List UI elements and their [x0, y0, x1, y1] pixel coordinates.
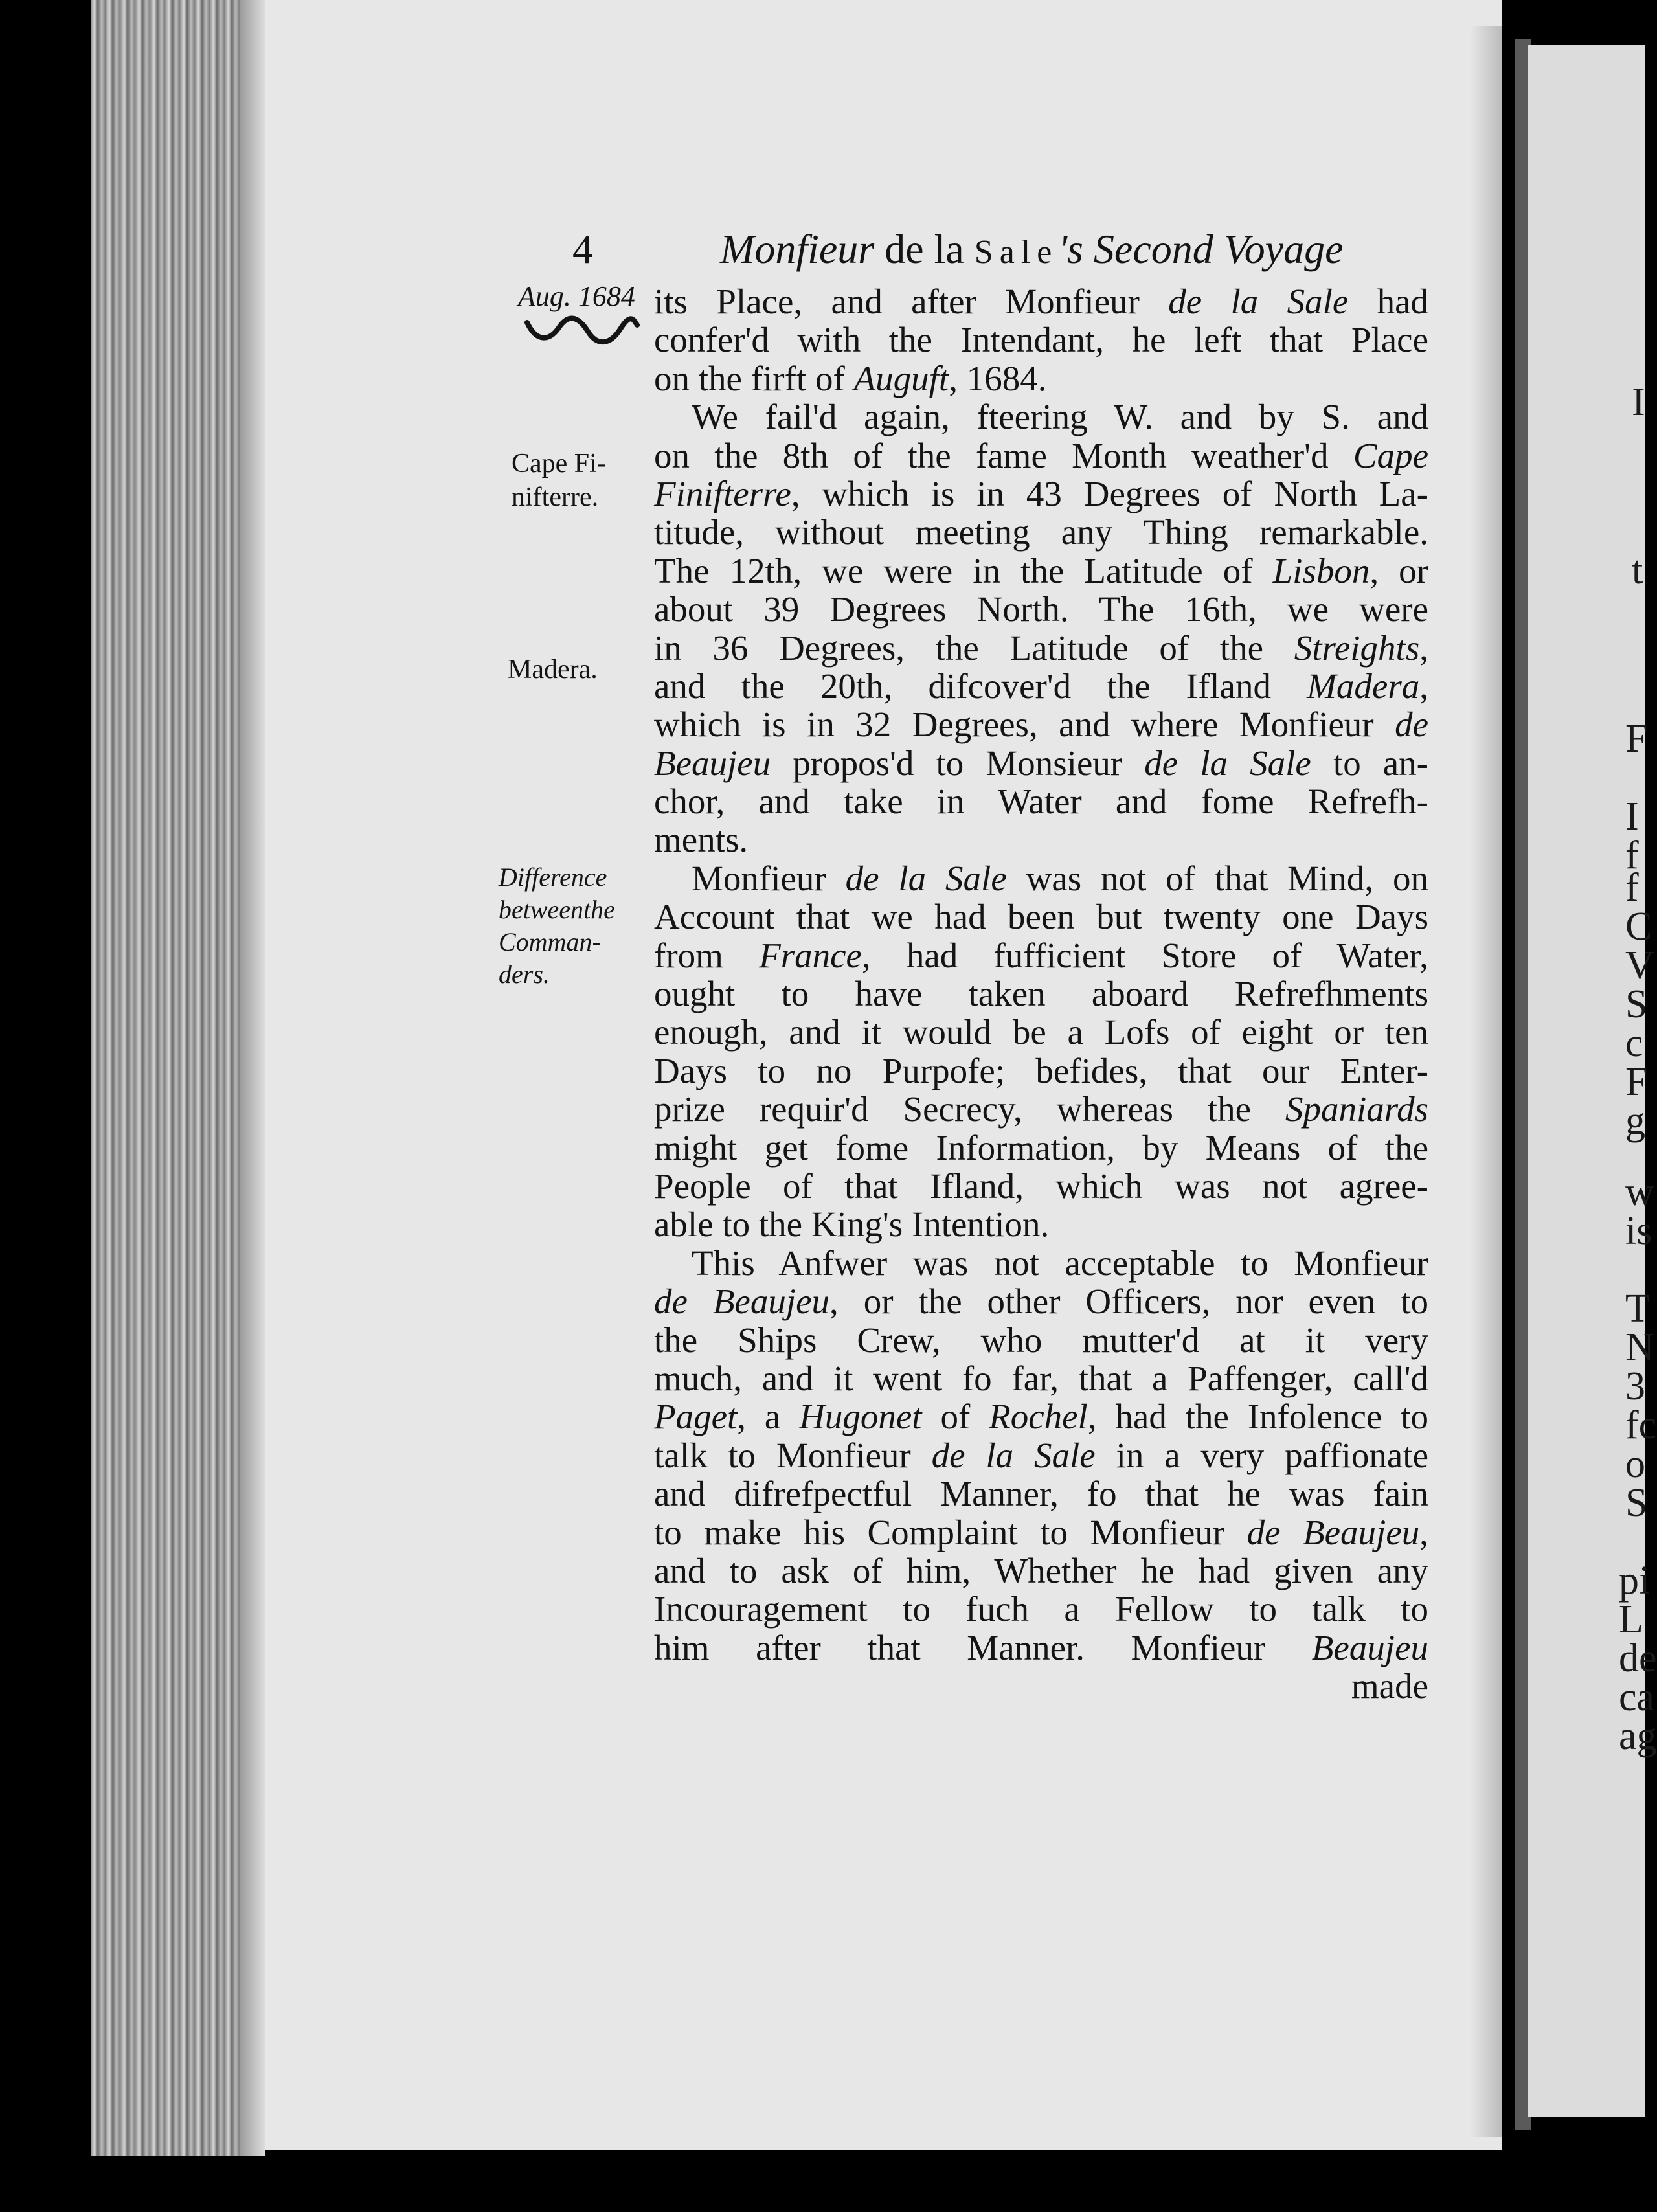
- margin-note-line: betweenthe: [499, 895, 615, 924]
- margin-note-cape: [512, 447, 660, 514]
- catchword: made: [1351, 1666, 1428, 1706]
- text-line: him after that Manner. Monfieur Beaujeu: [654, 1627, 1428, 1667]
- margin-note-line: nifterre.: [512, 482, 599, 512]
- text-line: in 36 Degrees, the Latitude of the Streights,: [654, 627, 1428, 668]
- text-line: Incouragement to fuch a Fellow to talk to: [654, 1589, 1428, 1629]
- facing-letter: I: [1625, 795, 1639, 839]
- facing-letter: t: [1632, 548, 1643, 592]
- margin-note-line: Difference: [499, 863, 607, 892]
- facing-letter: f: [1625, 866, 1639, 910]
- text-line: Account that we had been but twenty one Days: [654, 897, 1428, 937]
- text-line: prize requir'd Secrecy, whereas the Spaniards: [654, 1089, 1428, 1129]
- text-line: much, and it went fo far, that a Paffenger, call'd: [654, 1358, 1428, 1398]
- margin-note-line: Comman-: [499, 927, 601, 956]
- text-line: Finifterre, which is in 43 Degrees of North La-: [654, 473, 1428, 514]
- text-line: and difrefpectful Manner, fo that he was fain: [654, 1474, 1428, 1514]
- facing-letter: w: [1625, 1170, 1654, 1214]
- ornament-swash: [523, 316, 640, 344]
- text-line: titude, without meeting any Thing remarkable.: [654, 512, 1428, 552]
- text-line: its Place, and after Monfieur de la Sale had: [654, 282, 1428, 321]
- facing-letter: S: [1625, 1481, 1648, 1525]
- text-line: The 12th, we were in the Latitude of Lisbon, or: [654, 550, 1428, 591]
- text-line: talk to Monfieur de la Sale in a very paffionate: [654, 1435, 1429, 1475]
- margin-note-madera: [508, 653, 657, 686]
- facing-letter: ag: [1619, 1714, 1657, 1758]
- facing-letter: g: [1625, 1099, 1645, 1143]
- margin-note-difference: [499, 861, 648, 991]
- facing-letter: T: [1625, 1287, 1650, 1331]
- text-line: the Ships Crew, who mutter'd at it very: [654, 1320, 1428, 1360]
- facing-letter: C: [1625, 905, 1652, 949]
- text-line: Days to no Purpofe; befides, that our Enter-: [654, 1050, 1428, 1090]
- facing-letter: ca: [1619, 1675, 1655, 1719]
- text-line: and to ask of him, Whether he had given any: [654, 1550, 1428, 1590]
- text-line: might get fome Information, by Means of the: [654, 1127, 1428, 1168]
- book-edge-left: [91, 0, 240, 2156]
- text-line: from France, had fufficient Store of Water,: [654, 935, 1428, 975]
- running-head-part: Second Voyage: [1093, 226, 1344, 272]
- text-line: on the 8th of the fame Month weather'd Cape: [654, 435, 1428, 475]
- text-line: People of that Ifland, which was not agree-: [654, 1166, 1428, 1206]
- facing-letter: F: [1625, 1060, 1648, 1104]
- text-line: confer'd with the Intendant, he left that Place: [654, 320, 1428, 360]
- text-line: Paget, a Hugonet of Rochel, had the Infolence to: [654, 1397, 1428, 1437]
- running-head-part: de la: [885, 226, 964, 272]
- facing-letter: L: [1619, 1597, 1643, 1642]
- facing-letter: 3: [1625, 1364, 1645, 1408]
- facing-letter: de: [1619, 1636, 1657, 1680]
- facing-letter: f: [1625, 833, 1639, 877]
- facing-letter: o: [1625, 1442, 1645, 1486]
- facing-letter: c: [1625, 1021, 1643, 1065]
- facing-page-sliver: [1528, 45, 1657, 2117]
- facing-letter: S: [1625, 982, 1648, 1026]
- text-line: about 39 Degrees North. The 16th, we were: [654, 589, 1428, 629]
- body-text: [654, 282, 1428, 1705]
- running-head-part: 's: [1058, 226, 1083, 272]
- facing-letter: F: [1625, 717, 1648, 761]
- margin-date: Aug. 1684: [518, 280, 635, 312]
- text-line: to make his Complaint to Monfieur de Beaujeu,: [654, 1512, 1428, 1552]
- facing-letter: I: [1632, 380, 1645, 424]
- margin-note-line: Cape Fi-: [512, 449, 606, 479]
- text-line: This Anfwer was not acceptable to Monfieur: [692, 1243, 1428, 1283]
- text-line: on the firft of Auguft, 1684.: [654, 358, 1047, 398]
- facing-letter: N: [1625, 1326, 1654, 1370]
- text-line: enough, and it would be a Lofs of eight or ten: [654, 1012, 1428, 1052]
- text-line: Beaujeu propos'd to Monsieur de la Sale to an-: [654, 743, 1428, 783]
- facing-letter: fc: [1625, 1403, 1657, 1447]
- text-line: chor, and take in Water and fome Refrefh-: [654, 782, 1428, 822]
- running-head: [720, 225, 1344, 273]
- facing-letter: V: [1625, 943, 1654, 988]
- text-line: We fail'd again, fteering W. and by S. and: [692, 397, 1428, 437]
- facing-letter: pi: [1619, 1559, 1651, 1603]
- text-line: de Beaujeu, or the other Officers, nor even to: [654, 1281, 1428, 1322]
- margin-note-line: Madera.: [508, 655, 598, 684]
- margin-note-line: ders.: [499, 960, 550, 989]
- text-line: and the 20th, difcover'd the Ifland Madera,: [654, 666, 1428, 706]
- text-line: which is in 32 Degrees, and where Monfieur de: [654, 705, 1428, 745]
- text-line: ought to have taken aboard Refrefhments: [654, 974, 1428, 1014]
- text-line: ments.: [654, 820, 749, 860]
- running-head-part: Monfieur: [720, 226, 875, 272]
- running-head-name: Sale: [974, 234, 1059, 271]
- facing-letter: is: [1625, 1209, 1652, 1253]
- text-line: able to the King's Intention.: [654, 1204, 1050, 1245]
- page-number: 4: [572, 226, 593, 272]
- page-gutter: [240, 0, 265, 2156]
- text-line: Monfieur de la Sale was not of that Mind, on: [692, 858, 1428, 898]
